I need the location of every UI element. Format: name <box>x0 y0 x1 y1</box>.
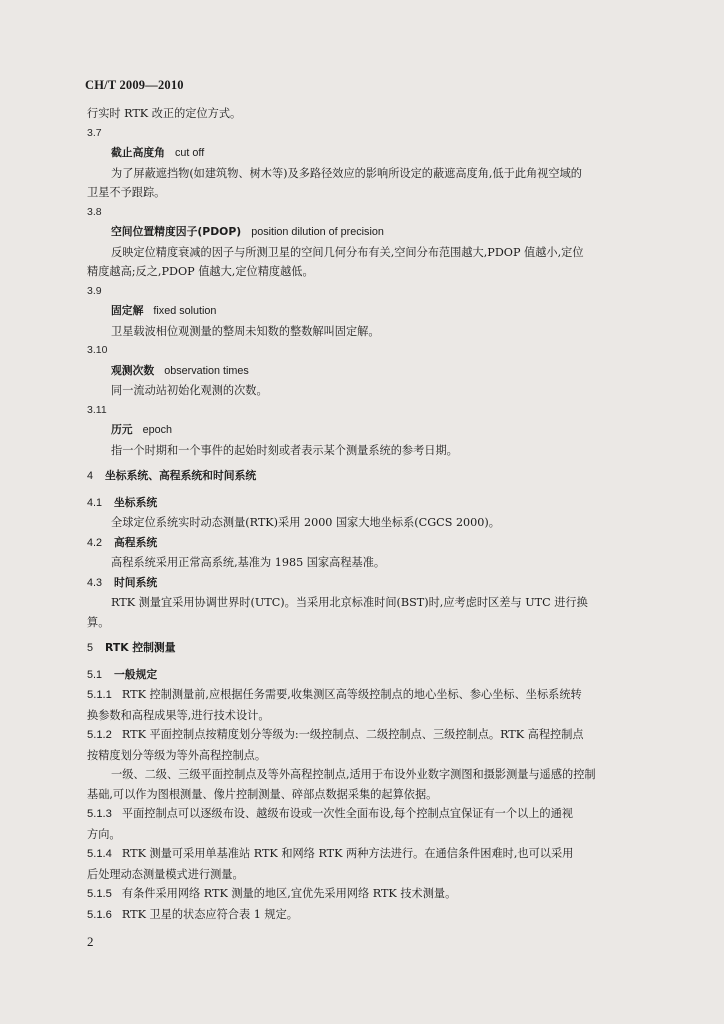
term-heading <box>87 222 672 243</box>
clause-text <box>87 905 672 926</box>
term-en: fixed solution <box>153 305 217 317</box>
section-heading <box>87 466 672 487</box>
clause-number: 5.1.6 <box>87 908 112 921</box>
clause-text <box>87 685 672 706</box>
clause-text: 换参数和高程成果等,进行技术设计。 <box>87 708 270 722</box>
clause-number: 5.1.2 <box>87 729 112 741</box>
clause-text: 方向。 <box>87 827 121 841</box>
clause-body: RTK 控制测量前,应根据任务需要,收集测区高等级控制点的地心坐标、参心坐标、坐标系统转 <box>121 688 582 701</box>
clause-text: 后处理动态测量模式进行测量。 <box>87 867 244 881</box>
clause-body: 有条件采用网络 RTK 测量的地区,宜优先采用网络 RTK 技术测量。 <box>121 887 457 900</box>
paragraph-text: 一级、二级、三级平面控制点及等外高程控制点,适用于布设外业数字测图和摄影测量与遥感的控制 <box>111 768 596 781</box>
term-number: 3.9 <box>87 284 102 297</box>
clause-text <box>87 804 672 825</box>
clause-text <box>87 844 672 865</box>
term-heading <box>87 420 672 441</box>
term-zh: 历元 <box>111 423 133 436</box>
term-en: epoch <box>142 424 173 436</box>
section-title: RTK 控制测量 <box>105 641 176 654</box>
section-number: 5 <box>87 642 94 654</box>
clause-text <box>87 884 672 905</box>
clause-body: RTK 测量可采用单基准站 RTK 和网络 RTK 两种方法进行。在通信条件困难时,也可以采用 <box>121 847 574 860</box>
subsection-number: 4.3 <box>87 576 103 589</box>
section-heading <box>87 638 672 659</box>
clause-body: RTK 平面控制点按精度划分等级为:一级控制点、二级控制点、三级控制点。RTK 高程控制点 <box>121 728 584 741</box>
body-text: 高程系统采用正常高系统,基准为 1985 国家高程基准。 <box>111 556 386 569</box>
subsection-title: 时间系统 <box>114 575 158 589</box>
definition-text: 同一流动站初始化观测的次数。 <box>111 384 268 397</box>
clause-body: 平面控制点可以逐级布设、越级布设或一次性全面布设,每个控制点宜保证有一个以上的通视 <box>121 807 573 820</box>
clause-body: RTK 卫星的状态应符合表 1 规定。 <box>121 907 298 921</box>
clause-number: 5.1.1 <box>87 689 112 701</box>
section-number: 4 <box>87 470 94 482</box>
term-en: observation times <box>164 364 249 377</box>
definition-text: 为了屏蔽遮挡物(如建筑物、树木等)及多路径效应的影响所设定的蔽遮高度角,低于此角视空域的 <box>111 166 582 180</box>
term-zh: 固定解 <box>111 304 144 317</box>
term-number: 3.7 <box>87 126 102 139</box>
subsection-number: 4.1 <box>87 496 103 509</box>
term-heading <box>87 361 672 382</box>
definition-text: 精度越高;反之,PDOP 值越大,定位精度越低。 <box>87 265 314 278</box>
subsection-title: 一般规定 <box>114 667 158 681</box>
term-heading <box>87 301 672 322</box>
subsection-heading <box>87 533 672 554</box>
clause-number: 5.1.3 <box>87 808 112 820</box>
term-zh: 空间位置精度因子(PDOP) <box>111 225 242 238</box>
section-title: 坐标系统、高程系统和时间系统 <box>105 469 257 482</box>
definition-text: 卫星载波相位观测量的整周未知数的整数解叫固定解。 <box>111 324 380 338</box>
subsection-number: 5.1 <box>87 668 103 681</box>
term-number: 3.8 <box>87 205 102 218</box>
term-en: position dilution of precision <box>251 226 384 238</box>
definition-text: 反映定位精度衰减的因子与所测卫星的空间几何分布有关,空间分布范围越大,PDOP 值越小,定位 <box>111 245 584 259</box>
page-number: 2 <box>87 934 94 949</box>
term-zh: 截止高度角 <box>111 146 165 159</box>
clause-text: 按精度划分等级为等外高程控制点。 <box>87 748 267 762</box>
standard-code-header: CH/T 2009—2010 <box>85 78 184 92</box>
term-heading <box>87 143 672 164</box>
subsection-heading <box>87 665 672 686</box>
subsection-heading <box>87 573 672 594</box>
subsection-heading <box>87 493 672 514</box>
term-zh: 观测次数 <box>111 363 155 377</box>
body-text: RTK 测量宜采用协调世界时(UTC)。当采用北京标准时间(BST)时,应考虑时区差与 UTC 进行换 <box>111 596 588 609</box>
term-number: 3.11 <box>87 403 107 416</box>
continued-text: 行实时 RTK 改正的定位方式。 <box>87 107 242 120</box>
subsection-title: 高程系统 <box>114 535 158 549</box>
subsection-title: 坐标系统 <box>114 495 158 509</box>
definition-text: 卫星不予跟踪。 <box>87 186 166 199</box>
term-en: cut off <box>174 147 205 159</box>
body-text: 算。 <box>87 615 110 629</box>
definition-text: 指一个时期和一个事件的起始时刻或者表示某个测量系统的参考日期。 <box>111 443 458 457</box>
clause-number: 5.1.5 <box>87 888 112 900</box>
document-body <box>87 104 672 925</box>
paragraph-text: 基础,可以作为图根测量、像片控制测量、碎部点数据采集的起算依据。 <box>87 787 438 801</box>
body-text: 全球定位系统实时动态测量(RTK)采用 2000 国家大地坐标系(CGCS 2000)。 <box>111 516 500 529</box>
clause-number: 5.1.4 <box>87 848 112 860</box>
subsection-number: 4.2 <box>87 536 103 549</box>
clause-text <box>87 725 672 746</box>
term-number: 3.10 <box>87 344 108 356</box>
